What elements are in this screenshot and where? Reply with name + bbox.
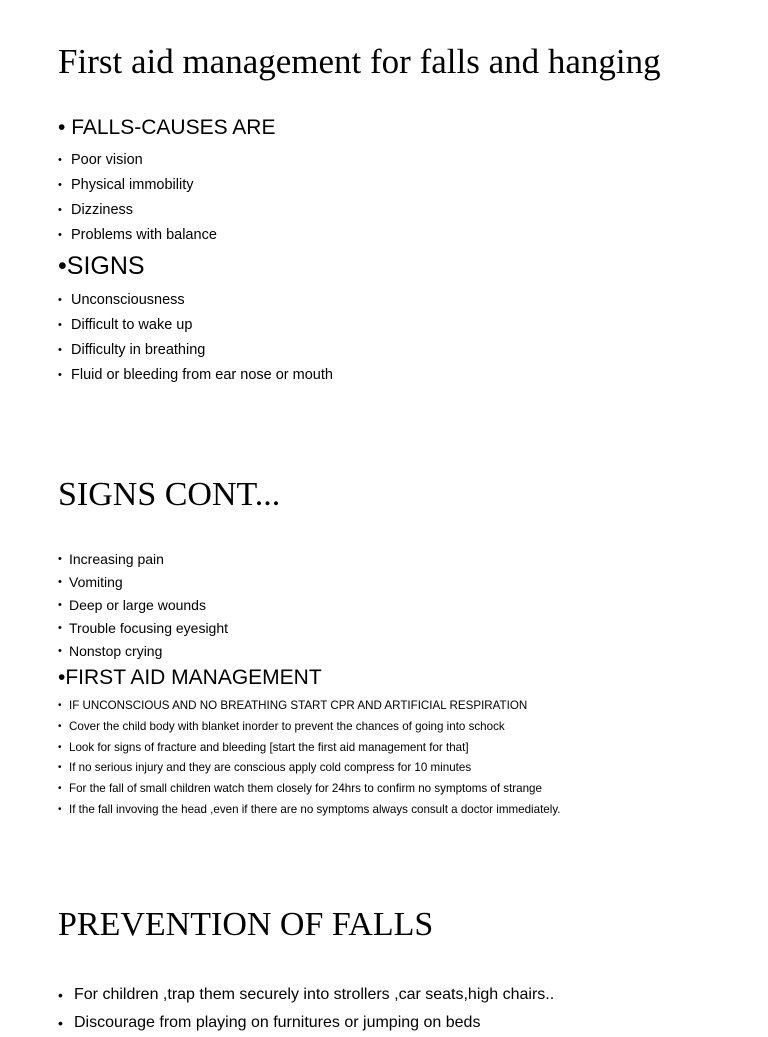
bullet: • — [58, 803, 62, 815]
bullet: • — [58, 666, 66, 689]
list-item: • Vomiting — [58, 571, 228, 594]
list-item: • Discourage from playing on furnitures or jumping on beds — [58, 1009, 554, 1037]
bullet: • — [58, 369, 62, 381]
list-item: • Difficult to wake up — [58, 313, 333, 338]
signs-cont-list — [58, 548, 228, 663]
signs-list — [58, 288, 333, 388]
falls-causes-heading — [58, 116, 275, 140]
prevention-list — [58, 981, 554, 1037]
list-item: • Unconsciousness — [58, 288, 333, 313]
list-item: • Deep or large wounds — [58, 594, 228, 617]
first-aid-heading-text: FIRST AID MANAGEMENT — [65, 666, 322, 689]
list-item: • If no serious injury and they are conscious apply cold compress for 10 minutes — [58, 758, 560, 779]
bullet: • — [58, 1015, 63, 1031]
list-item: • Increasing pain — [58, 548, 228, 571]
bullet: • — [58, 622, 62, 634]
bullet: • — [58, 762, 62, 774]
bullet: • — [58, 204, 62, 216]
list-item: • Poor vision — [58, 148, 217, 173]
list-item: • Dizziness — [58, 198, 217, 223]
bullet: • — [58, 179, 62, 191]
bullet: • — [58, 741, 62, 753]
list-item: • Look for signs of fracture and bleeding [start the first aid management for that] — [58, 738, 560, 759]
list-item: • If the fall invoving the head ,even if there are no symptoms always consult a doctor immediately. — [58, 800, 560, 821]
list-item: • For children ,trap them securely into strollers ,car seats,high chairs.. — [58, 981, 554, 1009]
bullet: • — [58, 645, 62, 657]
falls-causes-list — [58, 148, 217, 248]
signs-cont-title: SIGNS CONT... — [58, 476, 281, 513]
bullet: • — [58, 116, 66, 139]
bullet: • — [58, 344, 62, 356]
page-title: First aid management for falls and hanging — [58, 42, 661, 81]
list-item: • IF UNCONSCIOUS AND NO BREATHING START CPR AND ARTIFICIAL RESPIRATION — [58, 696, 560, 717]
bullet: • — [58, 720, 62, 732]
first-aid-heading — [58, 666, 322, 690]
bullet: • — [58, 576, 62, 588]
list-item: • For the fall of small children watch them closely for 24hrs to confirm no symptoms of strange — [58, 779, 560, 800]
list-item: • Difficulty in breathing — [58, 338, 333, 363]
list-item: • Trouble focusing eyesight — [58, 617, 228, 640]
signs-heading-text: SIGNS — [66, 252, 145, 280]
bullet: • — [58, 553, 62, 565]
bullet: • — [58, 154, 62, 166]
first-aid-list — [58, 696, 560, 821]
list-item: • Nonstop crying — [58, 640, 228, 663]
bullet: • — [58, 987, 63, 1003]
bullet: • — [58, 229, 62, 241]
list-item: • Problems with balance — [58, 223, 217, 248]
bullet: • — [58, 783, 62, 795]
list-item: • Fluid or bleeding from ear nose or mouth — [58, 363, 333, 388]
falls-causes-heading-text: FALLS-CAUSES ARE — [71, 116, 276, 139]
bullet: • — [58, 252, 67, 280]
list-item: • Physical immobility — [58, 173, 217, 198]
bullet: • — [58, 599, 62, 611]
signs-heading — [58, 252, 145, 281]
bullet: • — [58, 319, 62, 331]
bullet: • — [58, 294, 62, 306]
prevention-title: PREVENTION OF FALLS — [58, 906, 434, 943]
bullet: • — [58, 700, 62, 711]
list-item: • Cover the child body with blanket inorder to prevent the chances of going into schock — [58, 717, 560, 738]
